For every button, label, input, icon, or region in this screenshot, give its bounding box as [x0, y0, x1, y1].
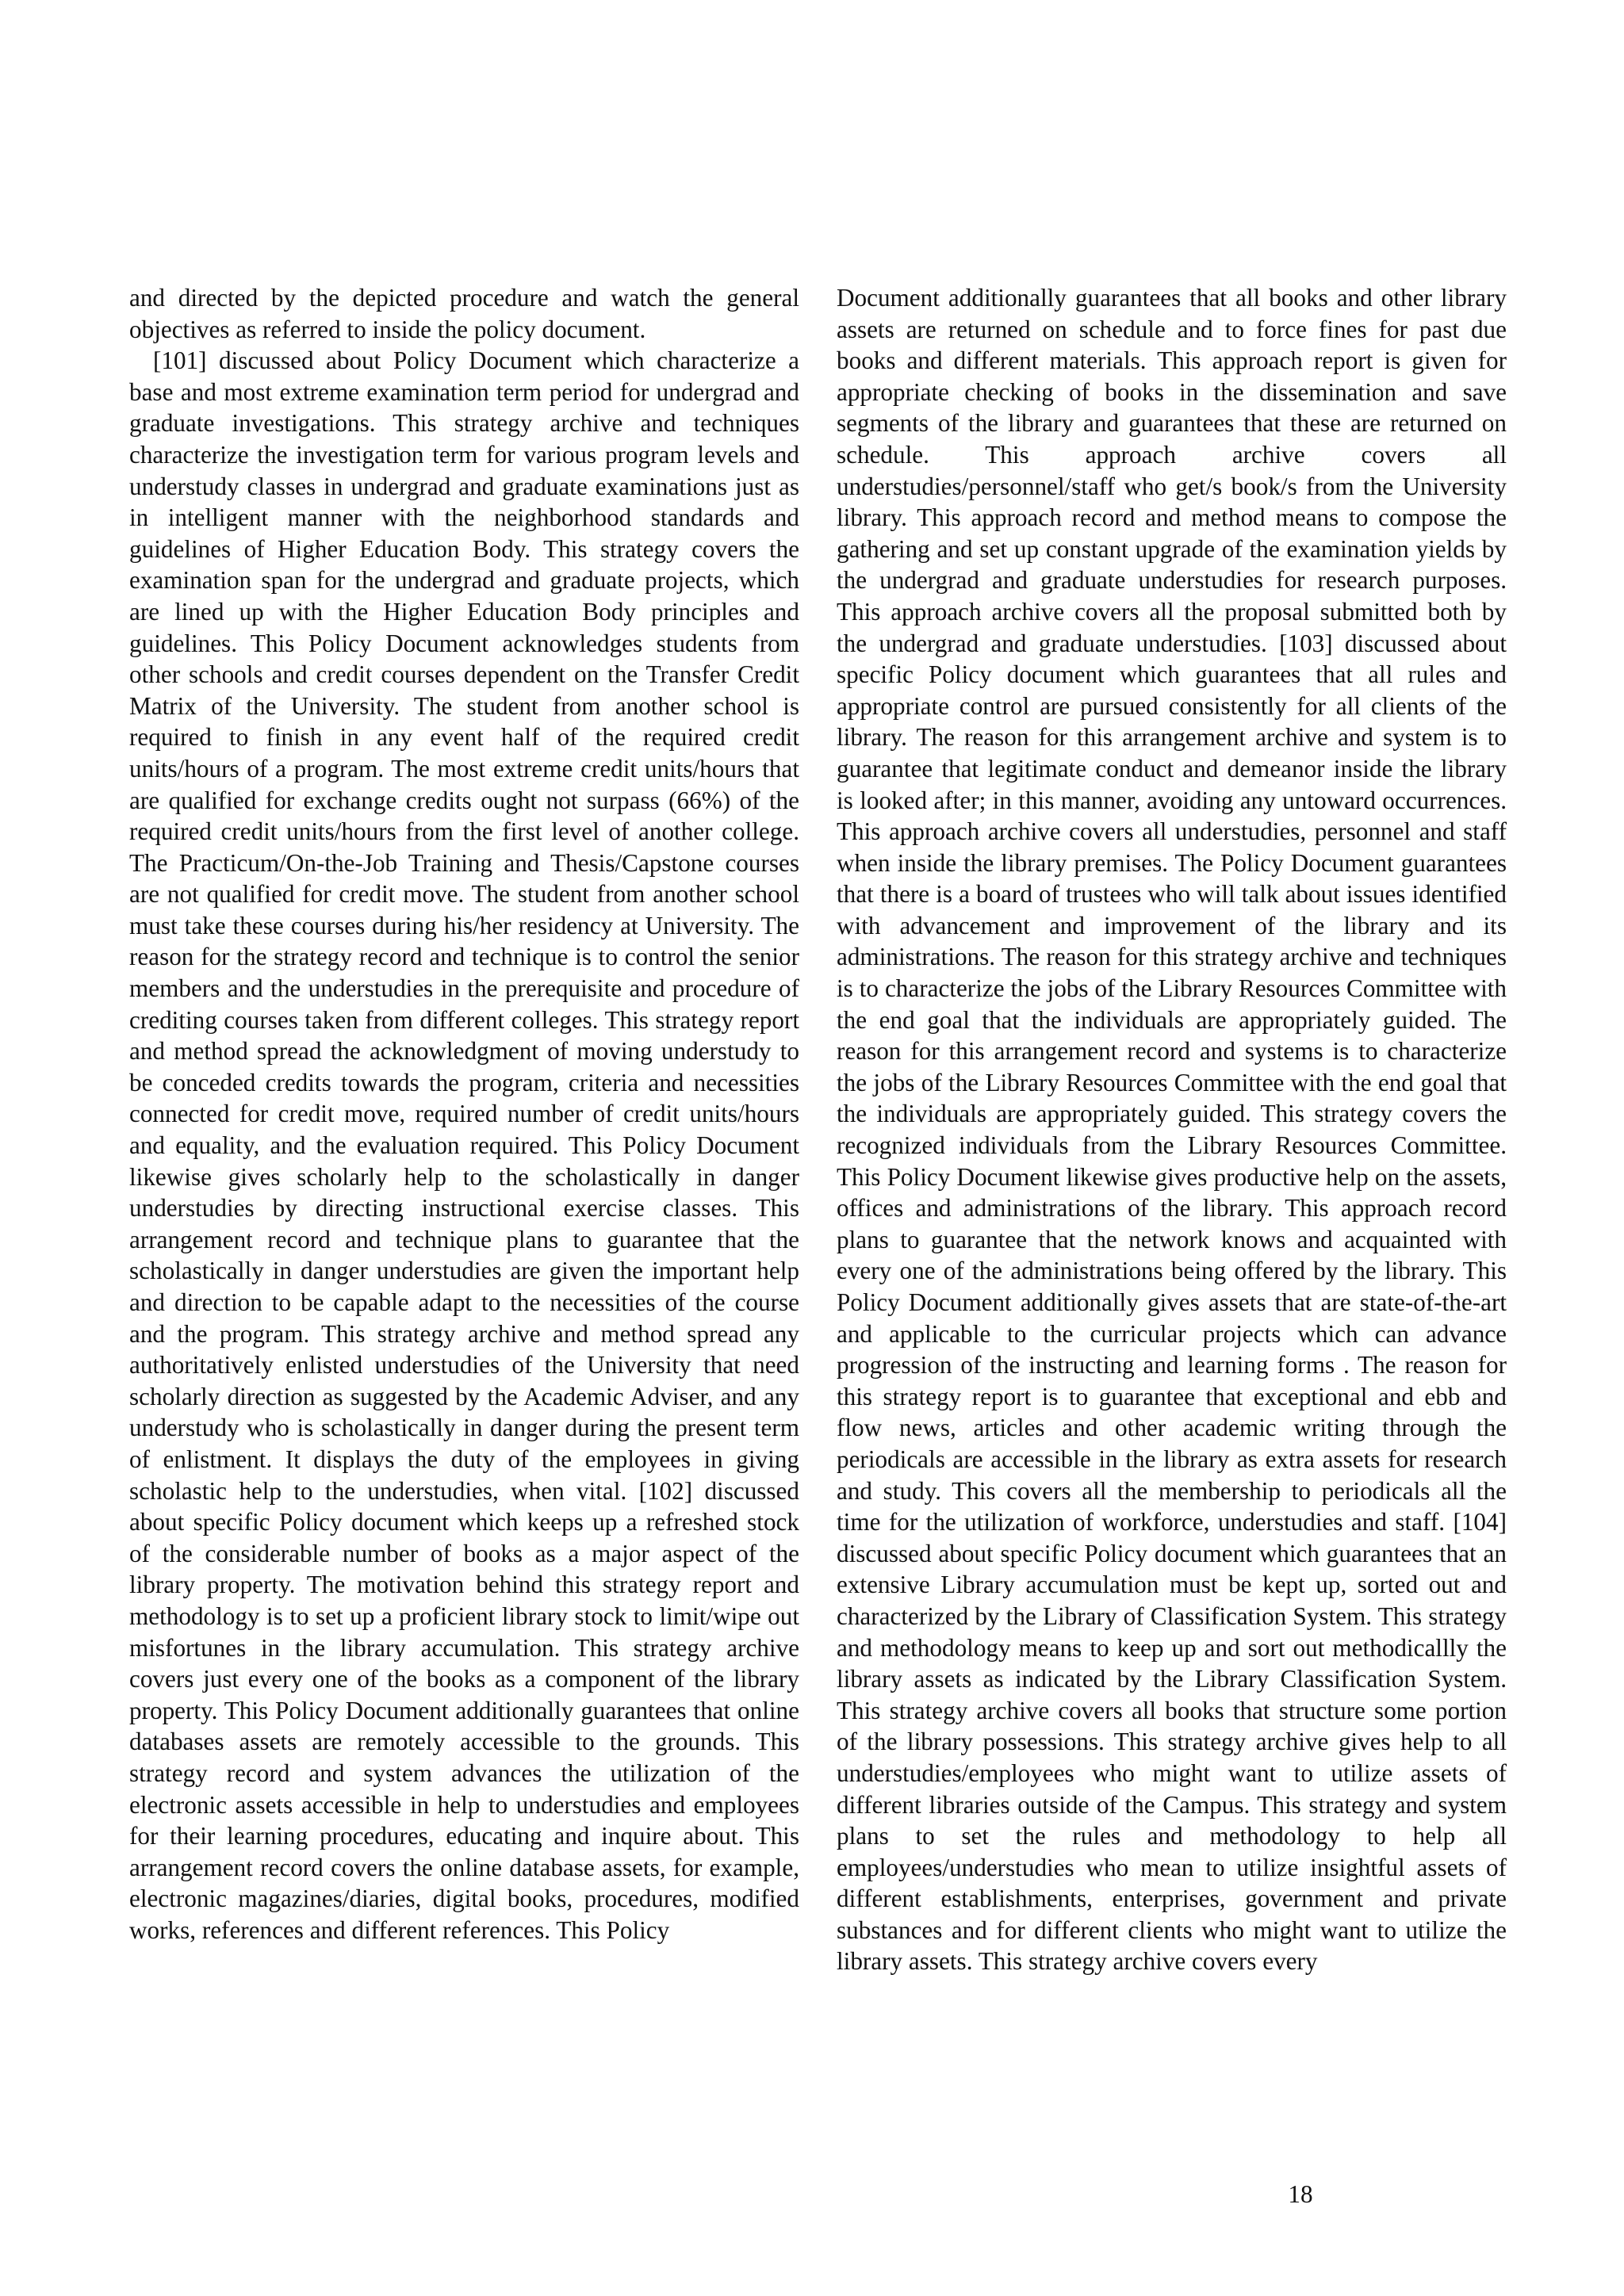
left-text-column — [129, 282, 799, 1946]
right-text-column — [837, 282, 1507, 1977]
paragraph: [101] discussed about Policy Document which characterize a base and most extreme examination term period for undergrad and graduate investigations. This strategy archive and techniques characterize the investigation term for various program levels and understudy classes in undergrad and graduate examinations just as in intelligent manner with the neighborhood standards and guidelines of Higher Education Body. This strategy covers the examination span for the undergrad and graduate projects, which are lined up with the Higher Education Body principles and guidelines. This Policy Document acknowledges students from other schools and credit courses dependent on the Transfer Credit Matrix of the University. The student from another school is required to finish in any event half of the required credit units/hours of a program. The most extreme credit units/hours that are qualified for exchange credits ought not surpass (66%) of the required credit units/hours from the first level of another college. The Practicum/On-the-Job Training and Thesis/Capstone courses are not qualified for credit move. The student from another school must take these courses during his/her residency at University. The reason for the strategy record and technique is to control the senior members and the understudies in the prerequisite and procedure of crediting courses taken from different colleges. This strategy report and method spread the acknowledgment of moving understudy to be conceded credits towards the program, criteria and necessities connected for credit move, required number of credit units/hours and equality, and the evaluation required. This Policy Document likewise gives scholarly help to the scholastically in danger understudies by directing instructional exercise classes. This arrangement record and technique plans to guarantee that the scholastically in danger understudies are given the important help and direction to be capable adapt to the necessities of the course and the program. This strategy archive and method spread any authoritatively enlisted understudies of the University that need scholarly direction as suggested by the Academic Adviser, and any understudy who is scholastically in danger during the present term of enlistment. It displays the duty of the employees in giving scholastic help to the understudies, when vital. [102] discussed about specific Policy document which keeps up a refreshed stock of the considerable number of books as a major aspect of the library property. The motivation behind this strategy report and methodology is to set up a proficient library stock to limit/wipe out misfortunes in the library accumulation. This strategy archive covers just every one of the books as a component of the library property. This Policy Document additionally guarantees that online databases assets are remotely accessible to the grounds. This strategy record and system advances the utilization of the electronic assets accessible in help to understudies and employees for their learning procedures, educating and inquire about. This arrangement record covers the online database assets, for example, electronic magazines/diaries, digital books, procedures, modified works, references and different references. This Policy — [129, 346, 799, 1944]
page-number: 18 — [1288, 2180, 1313, 2208]
paragraph: Document additionally guarantees that all books and other library assets are returned on schedule and to force fines for past due books and different materials. This approach report is given for appropriate checking of books in the dissemination and save segments of the library and guarantees that these are returned on schedule. This approach archive covers all understudies/personnel/staff who get/s book/s from the University library. This approach record and method means to compose the gathering and set up constant upgrade of the examination yields by the undergrad and graduate understudies for research purposes. This approach archive covers all the proposal submitted both by the undergrad and graduate understudies. [103] discussed about specific Policy document which guarantees that all rules and appropriate control are pursued consistently for all clients of the library. The reason for this arrangement archive and system is to guarantee that legitimate conduct and demeanor inside the library is looked after; in this manner, avoiding any untoward occurrences. This approach archive covers all understudies, personnel and staff when inside the library premises. The Policy Document guarantees that there is a board of trustees who will talk about issues identified with advancement and improvement of the library and its administrations. The reason for this strategy archive and techniques is to characterize the jobs of the Library Resources Committee with the end goal that the individuals are appropriately guided. The reason for this arrangement record and systems is to characterize the jobs of the Library Resources Committee with the end goal that the individuals are appropriately guided. This strategy covers the recognized individuals from the Library Resources Committee. This Policy Document likewise gives productive help on the assets, offices and administrations of the library. This approach record plans to guarantee that the network knows and acquainted with every one of the administrations being offered by the library. This Policy Document additionally gives assets that are state-of-the-art and applicable to the curricular projects which can advance progression of the instructing and learning forms . The reason for this strategy report is to guarantee that exceptional and ebb and flow news, articles and other academic writing through the periodicals are accessible in the library as extra assets for research and study. This covers all the membership to periodicals all the time for the utilization of workforce, understudies and staff. [104] discussed about specific Policy document which guarantees that an extensive Library accumulation must be kept up, sorted out and characterized by the Library of Classification System. This strategy and methodology means to keep up and sort out methodicallly the library assets as indicated by the Library Classification System. This strategy archive covers all books that structure some portion of the library possessions. This strategy archive gives help to all understudies/employees who might want to utilize assets of different libraries outside of the Campus. This strategy and system plans to set the rules and methodology to help all employees/understudies who mean to utilize insightful assets of different establishments, enterprises, government and private substances and for different clients who might want to utilize the library assets. This strategy archive covers every — [837, 284, 1507, 1976]
paragraph: and directed by the depicted procedure and watch the general objectives as referred to inside the policy document. — [129, 284, 799, 343]
